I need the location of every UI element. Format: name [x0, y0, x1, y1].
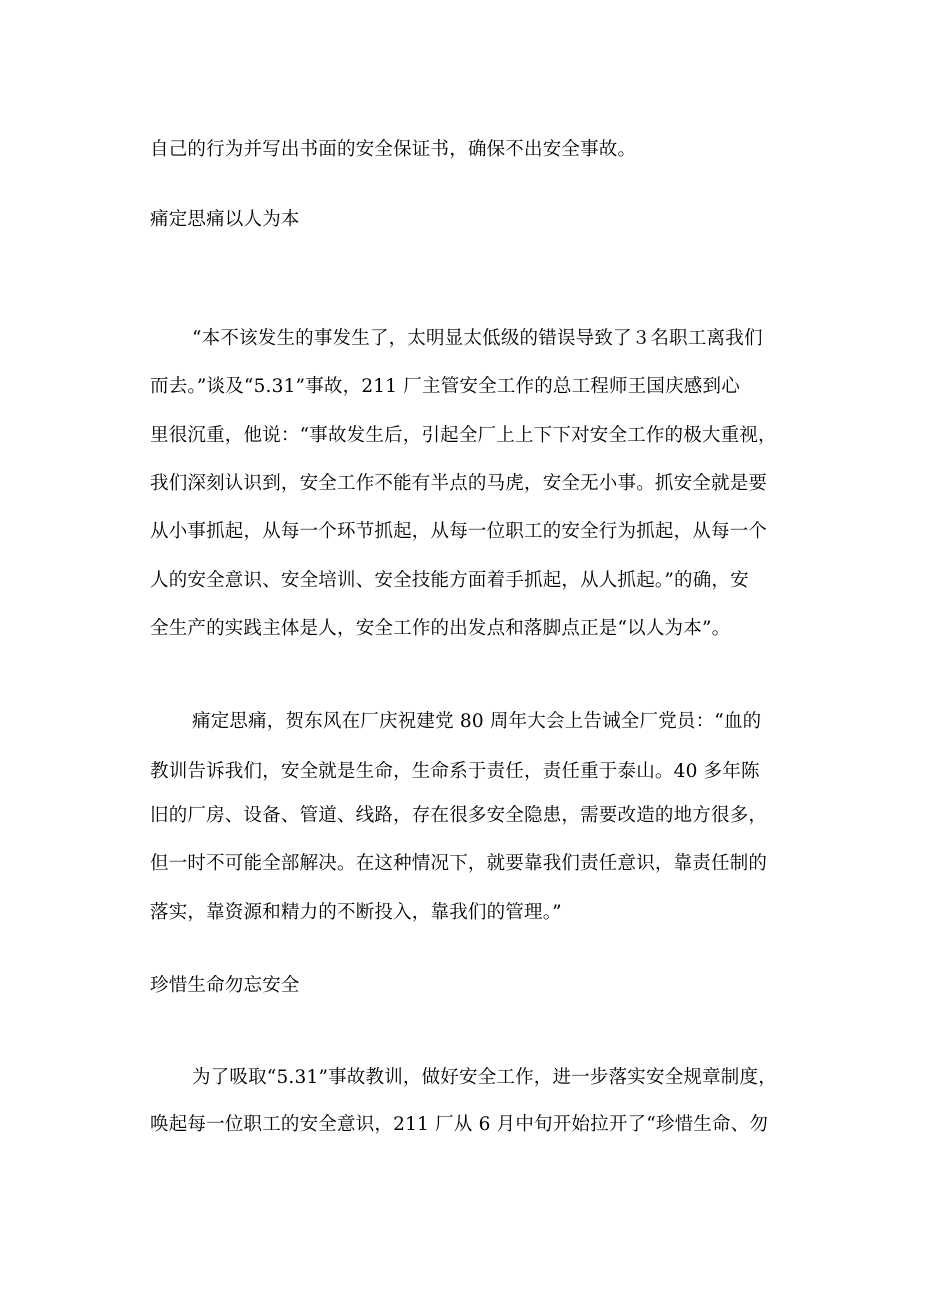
paragraph-line: 人的安全意识、安全培训、安全技能方面着手抓起，从人抓起。”的确，安: [150, 570, 749, 591]
section-heading: 痛定思痛以人为本: [150, 209, 300, 230]
section-heading: 珍惜生命勿忘安全: [150, 975, 300, 996]
paragraph-line: 但一时不可能全部解决。在这种情况下，就要靠我们责任意识，靠责任制的: [150, 853, 768, 874]
paragraph-line: 全生产的实践主体是人，安全工作的出发点和落脚点正是“以人为本”。: [150, 618, 731, 639]
paragraph-line: 自己的行为并写出书面的安全保证书，确保不出安全事故。: [150, 139, 637, 160]
paragraph-line: “本不该发生的事发生了，太明显太低级的错误导致了３名职工离我们: [192, 328, 763, 349]
paragraph-line: 教训告诉我们，安全就是生命，生命系于责任，责任重于泰山。40 多年陈: [150, 761, 760, 782]
paragraph-line: 落实，靠资源和精力的不断投入，靠我们的管理。”: [150, 902, 562, 923]
paragraph-line: 唤起每一位职工的安全意识，211 厂从 6 月中旬开始拉开了“珍惜生命、勿: [150, 1114, 769, 1135]
paragraph-line: 从小事抓起，从每一个环节抓起，从每一位职工的安全行为抓起，从每一个: [150, 521, 768, 542]
paragraph-line: 痛定思痛，贺东风在厂庆祝建党 80 周年大会上告诫全厂党员：“血的: [192, 711, 762, 732]
paragraph-line: 里很沉重，他说：“事故发生后，引起全厂上上下下对安全工作的极大重视，: [150, 425, 777, 446]
paragraph-line: 旧的厂房、设备、管道、线路，存在很多安全隐患，需要改造的地方很多，: [150, 805, 768, 826]
paragraph-line: 为了吸取“5.31”事故教训，做好安全工作，进一步落实安全规章制度，: [192, 1067, 777, 1088]
paragraph-line: 而去。”谈及“5.31”事故，211 厂主管安全工作的总工程师王国庆感到心: [150, 376, 740, 397]
paragraph-line: 我们深刻认识到，安全工作不能有半点的马虎，安全无小事。抓安全就是要: [150, 473, 768, 494]
